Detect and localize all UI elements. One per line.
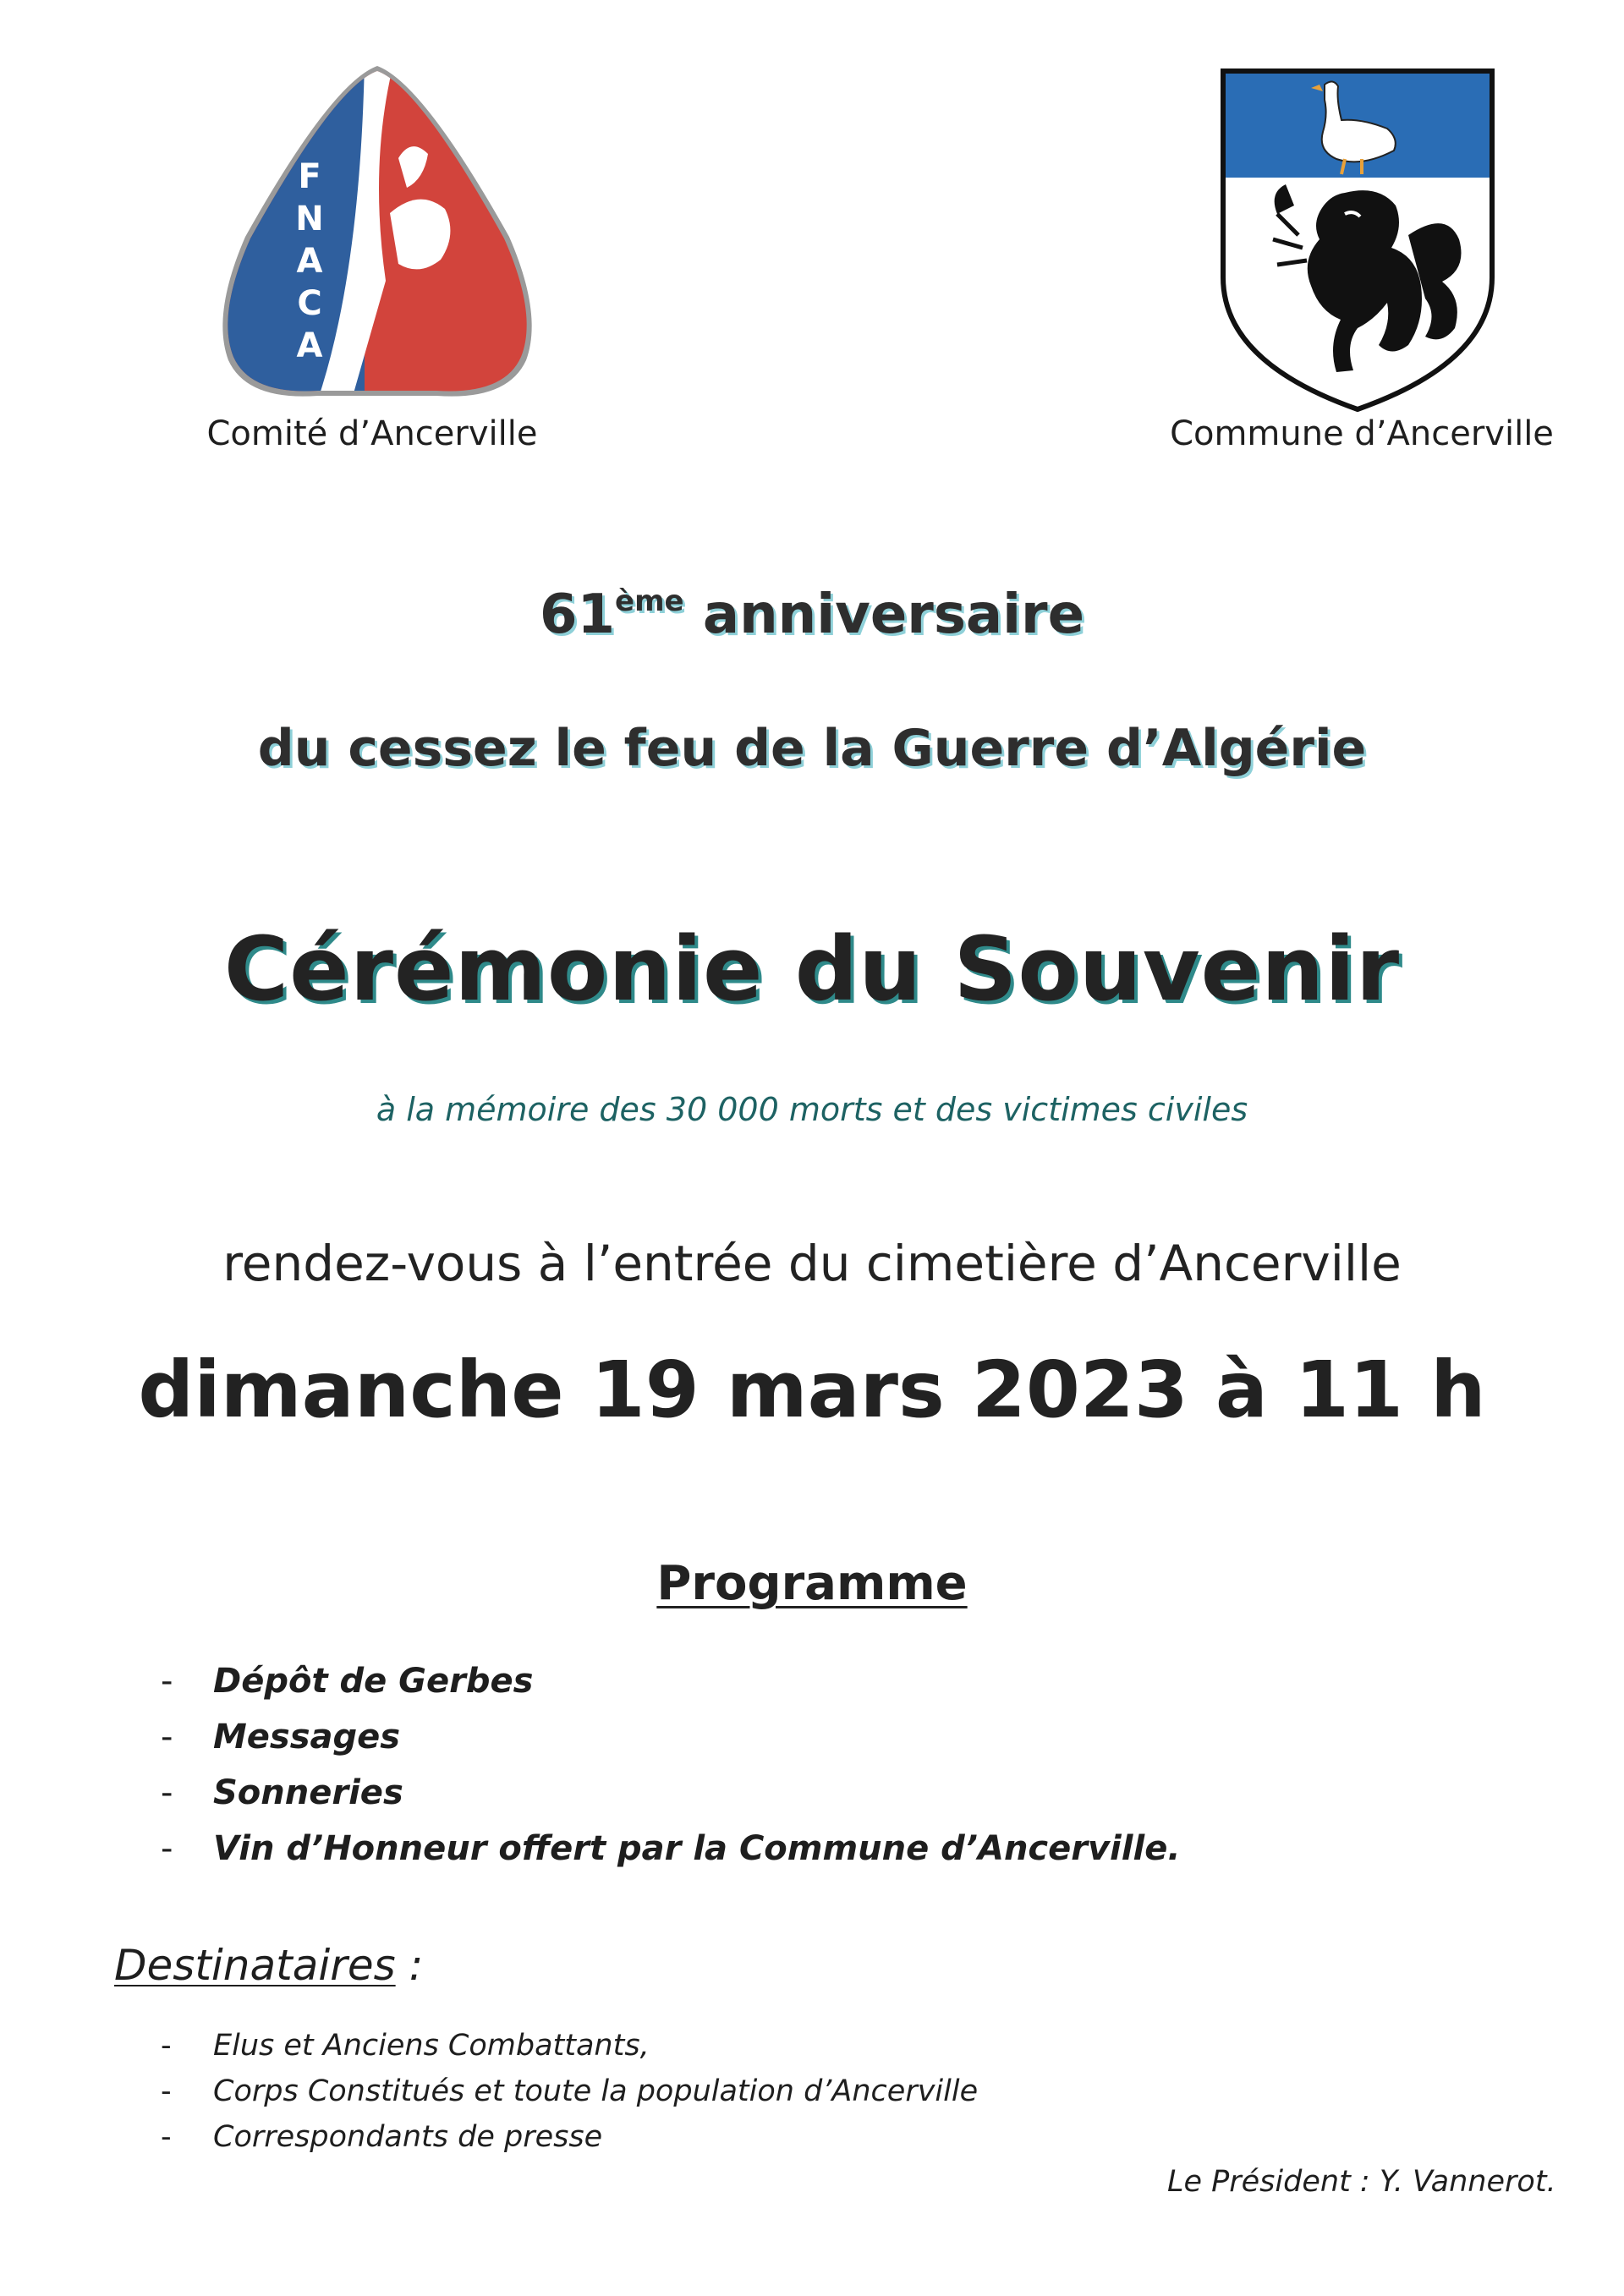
fnaca-letter-c: C [297, 284, 322, 323]
dash-icon: - [161, 2029, 172, 2063]
programme-heading: Programme [656, 1556, 968, 1611]
anniversary-suffix: ème [615, 584, 684, 618]
dash-icon: - [161, 1829, 173, 1868]
anniversary-number: 61 [539, 584, 616, 646]
meeting-place: rendez-vous à l’entrée du cimetière d’Ancerville [222, 1235, 1402, 1292]
list-item [161, 2114, 978, 2160]
dash-icon: - [161, 1773, 173, 1812]
recipients-heading-label: Destinataires [114, 1941, 396, 1990]
ceasefire-heading: du cessez le feu de la Guerre d’Algérie [257, 719, 1367, 778]
ceremony-title: Cérémonie du Souvenir [223, 918, 1401, 1021]
list-item [161, 2023, 978, 2069]
list-item [161, 1765, 1181, 1821]
recipients-list [161, 2023, 978, 2160]
signature: Le Président : Y. Vannerot. [1167, 2165, 1556, 2199]
fnaca-letter-a2: A [296, 326, 323, 365]
dash-icon: - [161, 1718, 173, 1756]
fnaca-letter-f: F [298, 157, 321, 196]
event-datetime: dimanche 19 mars 2023 à 11 h [138, 1345, 1486, 1435]
list-item [161, 1709, 1181, 1765]
programme-item: Sonneries [213, 1773, 403, 1812]
anniversary-word: anniversaire [702, 584, 1084, 646]
programme-item: Vin d’Honneur offert par la Commune d’Ancerville. [213, 1829, 1181, 1868]
dash-icon: - [161, 1662, 173, 1701]
list-item [161, 2069, 978, 2114]
programme-item: Dépôt de Gerbes [213, 1662, 534, 1701]
dash-icon: - [161, 2120, 172, 2154]
recipient-item: Correspondants de presse [213, 2120, 603, 2154]
committee-caption: Comité d’Ancerville [206, 414, 538, 453]
fnaca-letter-n: N [295, 200, 324, 238]
fnaca-logo [217, 61, 538, 399]
coat-of-arms [1218, 66, 1497, 414]
dash-icon: - [161, 2074, 172, 2108]
recipient-item: Corps Constitués et toute la population d’Ancerville [213, 2074, 979, 2108]
programme-list [161, 1653, 1181, 1877]
fnaca-letter-a: A [296, 242, 323, 281]
list-item [161, 1821, 1181, 1877]
recipient-item: Elus et Anciens Combattants, [213, 2029, 650, 2063]
programme-item: Messages [213, 1718, 401, 1756]
recipients-heading [114, 1941, 423, 1990]
commune-caption: Commune d’Ancerville [1170, 414, 1554, 453]
list-item [161, 1653, 1181, 1709]
anniversary-heading [0, 584, 1624, 646]
memorial-line: à la mémoire des 30 000 morts et des victimes civiles [376, 1091, 1248, 1128]
recipients-heading-colon: : [395, 1941, 424, 1990]
